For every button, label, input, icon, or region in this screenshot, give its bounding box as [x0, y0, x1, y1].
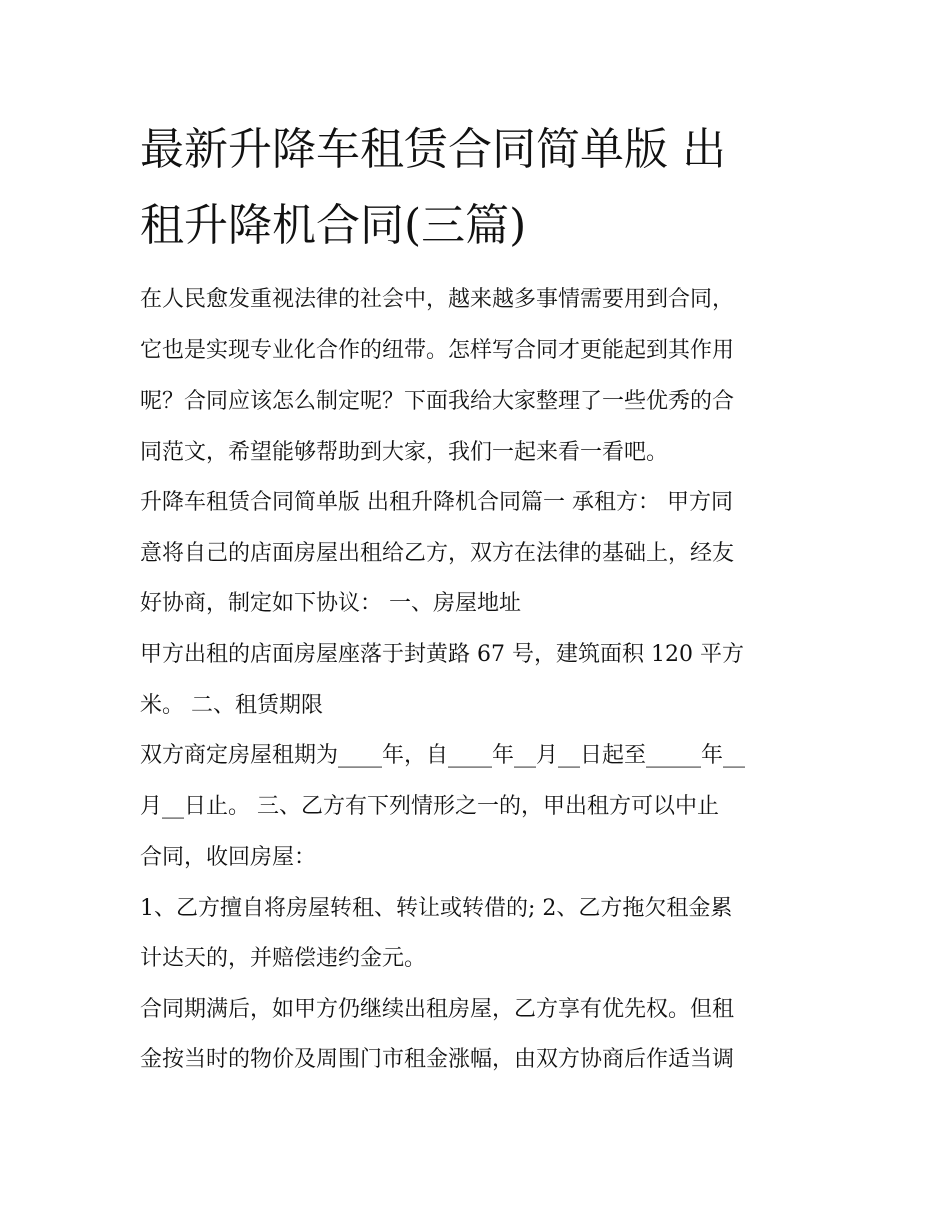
- body-line: 月__日止。 三、乙方有下列情形之一的，甲出租方可以中止: [140, 794, 719, 819]
- body-line: 双方商定房屋租期为____年，自____年__月__日起至_____年__: [140, 743, 746, 768]
- body-line: 1、乙方擅自将房屋转租、转让或转借的; 2、乙方拖欠租金累: [140, 896, 733, 921]
- body-line: 意将自己的店面房屋出租给乙方，双方在法律的基础上，经友: [140, 541, 735, 566]
- body-line: 金按当时的物价及周围门市租金涨幅，由双方协商后作适当调: [140, 1047, 735, 1072]
- body-line: 同范文，希望能够帮助到大家，我们一起来看一看吧。: [140, 440, 669, 465]
- body-line: 它也是实现专业化合作的纽带。怎样写合同才更能起到其作用: [140, 338, 735, 363]
- body-line: 好协商，制定如下协议： 一、房屋地址: [140, 591, 521, 616]
- body-line: 在人民愈发重视法律的社会中，越来越多事情需要用到合同，: [140, 287, 735, 312]
- body-line: 升降车租赁合同简单版 出租升降机合同篇一 承租方： 甲方同: [140, 490, 733, 515]
- title-line-1: 最新升降车租赁合同简单版 出: [140, 124, 726, 175]
- body-line: 计达天的，并赔偿违约金元。: [140, 946, 427, 971]
- body-line: 甲方出租的店面房屋座落于封黄路 67 号，建筑面积 120 平方: [140, 642, 744, 667]
- document-title: [140, 112, 830, 264]
- body-line: 呢？合同应该怎么制定呢？下面我给大家整理了一些优秀的合: [140, 389, 735, 414]
- body-line: 合同，收回房屋：: [140, 845, 317, 870]
- body-line: 合同期满后，如甲方仍继续出租房屋，乙方享有优先权。但租: [140, 997, 735, 1022]
- body-line: 米。 二、租赁期限: [140, 693, 323, 718]
- title-line-2: 租升降机合同(三篇): [140, 200, 527, 251]
